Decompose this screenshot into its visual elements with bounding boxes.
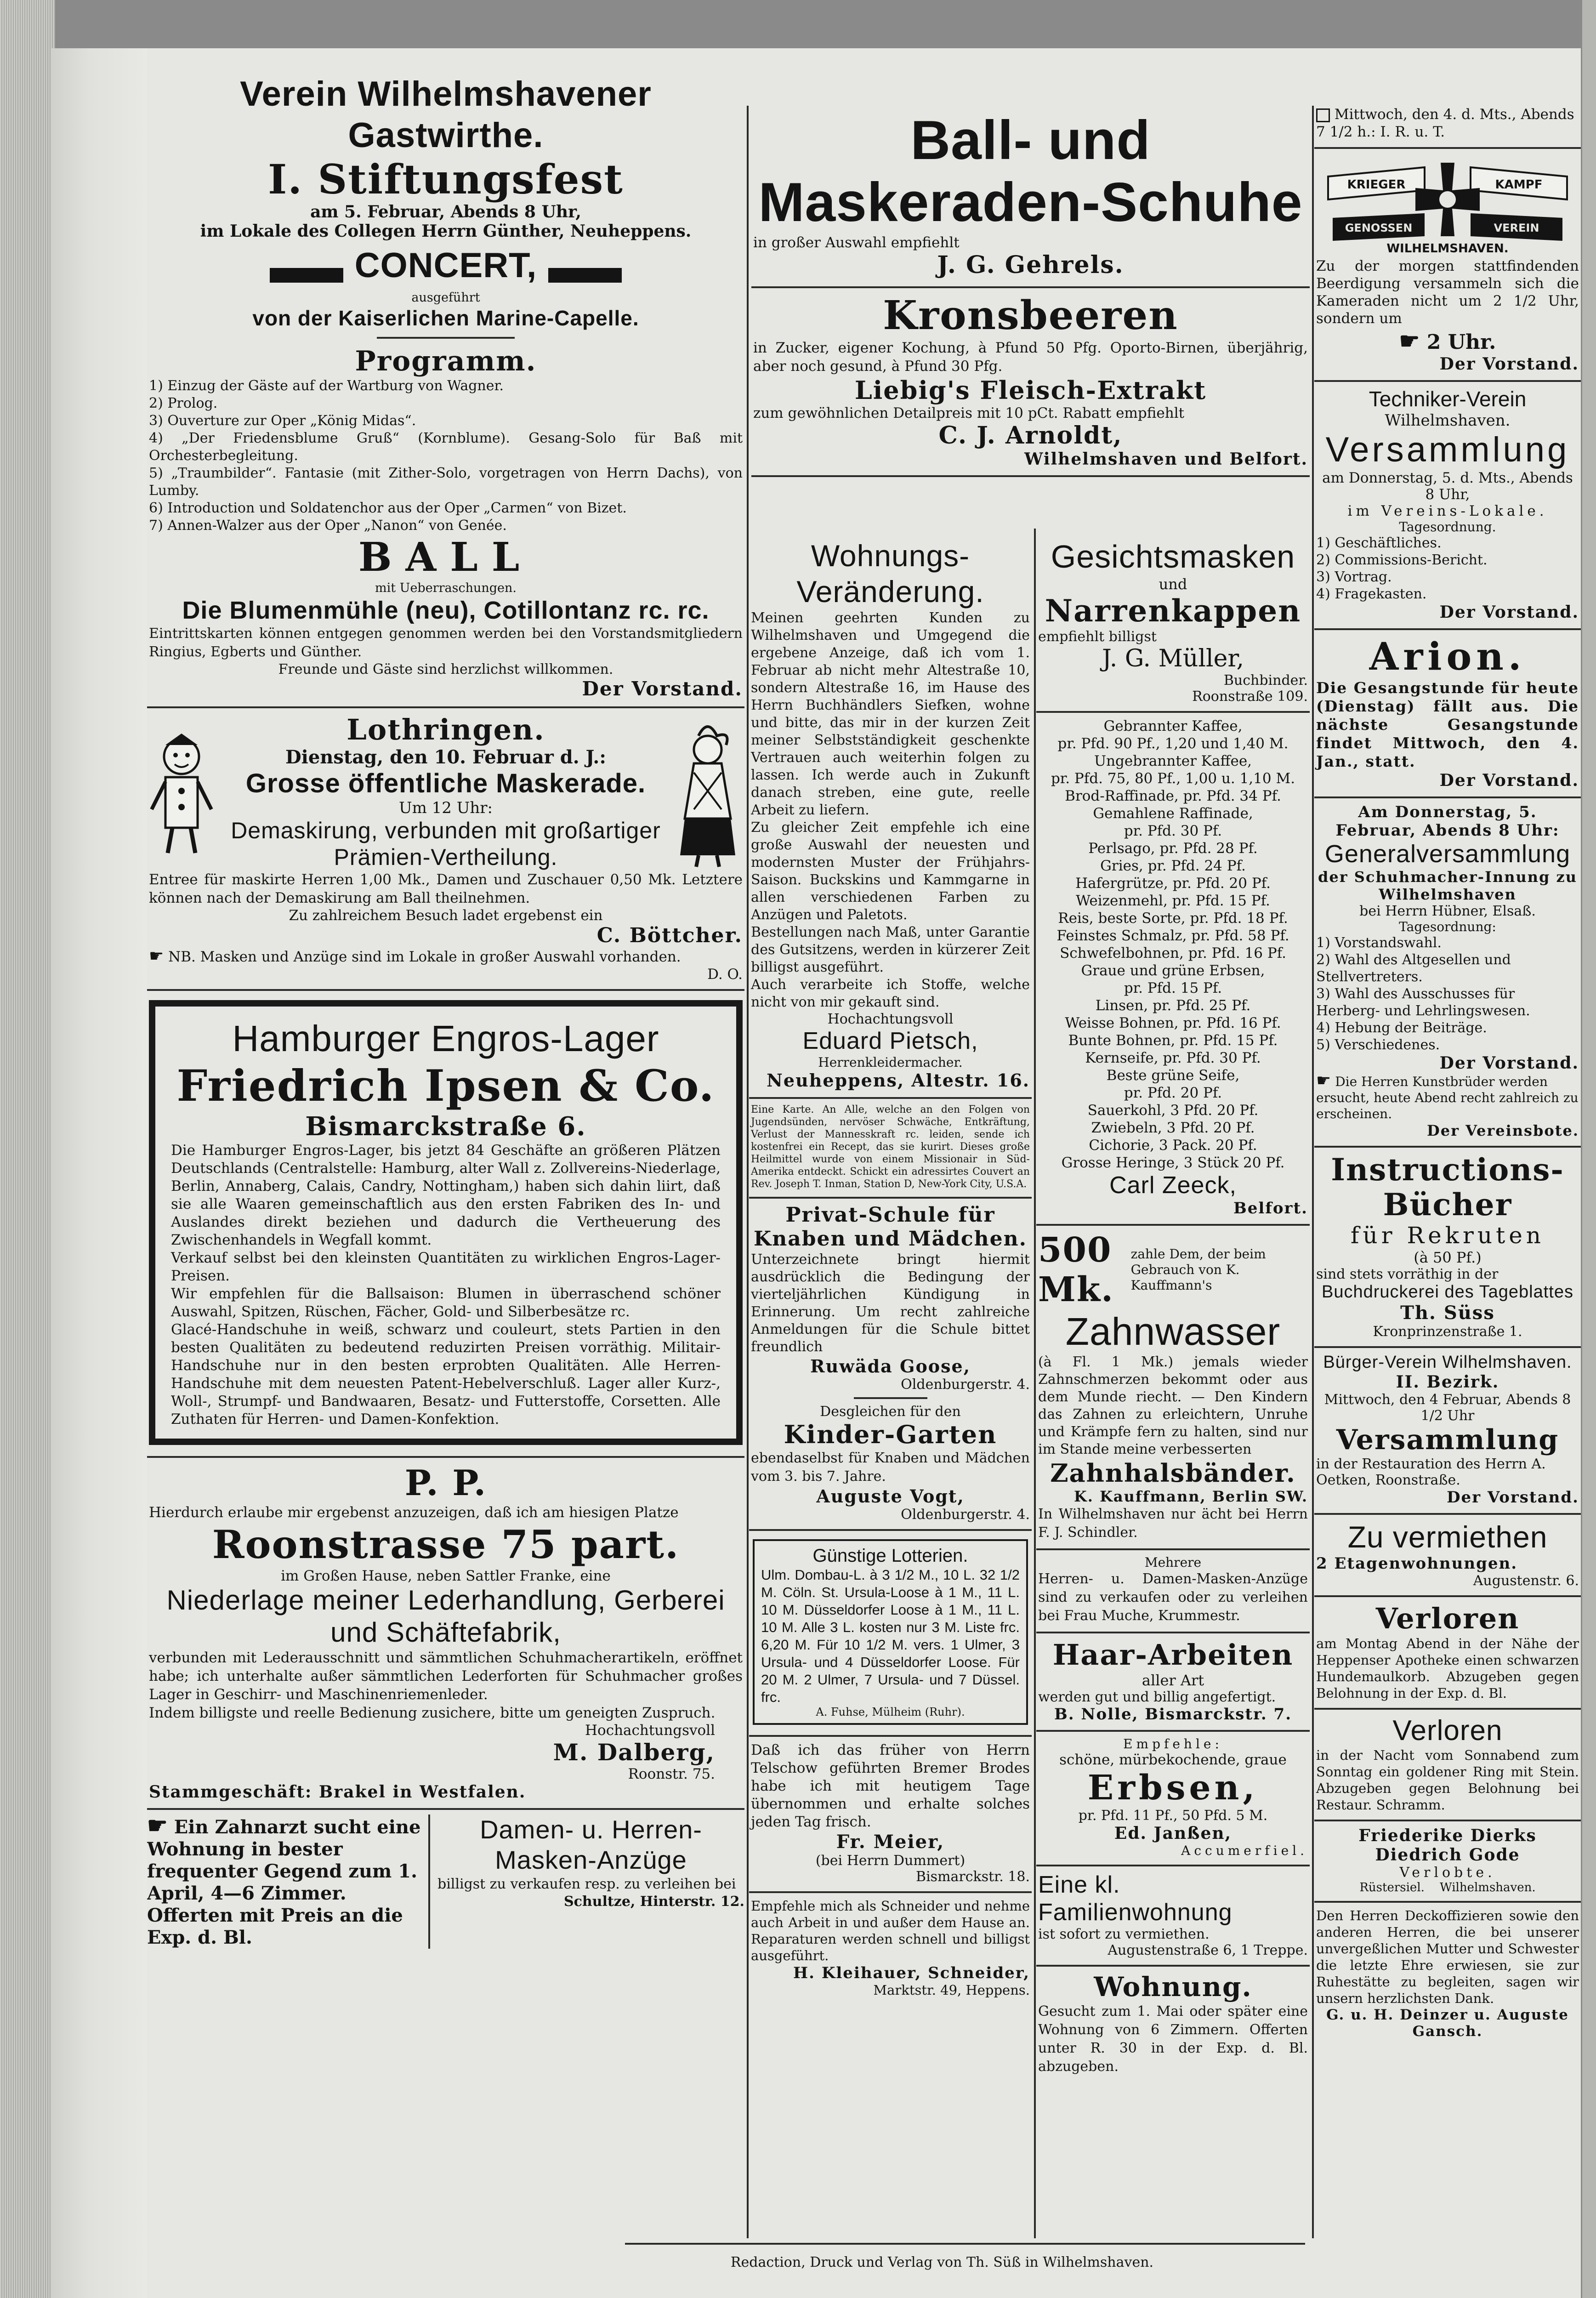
ad-kronsbeeren <box>751 288 1310 477</box>
initials: D. O. <box>707 966 743 983</box>
emblem-text-mid: GENOSSEN <box>1345 222 1413 234</box>
ad-masken-anzuege <box>437 1815 744 1949</box>
profession: Herrenkleidermacher. <box>818 1055 963 1070</box>
event-date: am Donnerstag, 5. d. Mts., Abends 8 Uhr, <box>1322 470 1573 503</box>
column-4 <box>1314 101 1581 2276</box>
label: Verlobte. <box>1399 1865 1496 1881</box>
liebig-text: zum gewöhnlichen Detailpreis mit 10 pCt. Rabatt empfiehlt <box>753 405 1185 421</box>
price-item: pr. Pfd. 75, 80 Pf., 1,00 u. 1,10 M. <box>1051 770 1295 787</box>
price-item: Zwiebeln, 3 Pfd. 20 Pf. <box>1091 1120 1255 1136</box>
ad-text: (à Fl. 1 Mk.) jemals wieder Zahnschmerzen bekommt oder aus dem Munde riecht. — Den Kindern das Zahnen zu erleichtern, Unruhe und Krämpfe fern zu halten, sind nur im Stande meine verbesserten <box>1038 1354 1308 1457</box>
black-bar-right <box>548 268 622 283</box>
name: B. Nolle, Bismarckstr. 7. <box>1054 1705 1292 1724</box>
ad-title: Damen- u. Herren-Masken-Anzüge <box>480 1815 702 1874</box>
text-3: Bestellungen nach Maß, unter Garantie des Gutsitzens, werden in kürzerer Zeit billigst ausgeführt. <box>751 924 1030 975</box>
price-item: pr. Pfd. 30 Pf. <box>1124 823 1222 839</box>
clown-illustration <box>147 731 216 855</box>
agenda-item: 2) Commissions-Bericht. <box>1316 552 1488 568</box>
signature: Der Vorstand. <box>582 677 743 700</box>
address-heading: Roonstrasse 75 part. <box>212 1522 680 1567</box>
ad-techniker <box>1314 382 1581 630</box>
nb-text <box>149 947 743 966</box>
name: M. Dalberg, <box>553 1739 715 1766</box>
emblem-text-mid2: VEREIN <box>1494 222 1539 234</box>
name-1: Friederike Dierks <box>1358 1826 1537 1845</box>
event-date: Am Donnerstag, 5. Februar, Abends 8 Uhr: <box>1335 803 1560 840</box>
price-item: Weizenmehl, pr. Pfd. 15 Pf. <box>1076 893 1270 909</box>
ad-title: Günstige Lotterien. <box>812 1546 968 1566</box>
agenda-item: 1) Vorstandswahl. <box>1316 935 1442 951</box>
price-item: Grosse Heringe, 3 Stück 20 Pf. <box>1061 1155 1285 1171</box>
pointing-hand-icon: ☛ <box>147 1812 168 1839</box>
zahnarzt-text <box>147 1812 423 1949</box>
ad-title: Gesichtsmasken <box>1051 539 1295 574</box>
performed-label: ausgeführt <box>411 290 480 305</box>
ad-text: Gesucht zum 1. Mai oder später eine Wohnung von 6 Zimmern. Offerten unter R. 30 in der Exp. d. Bl. abzugeben. <box>1038 2003 1308 2075</box>
ad-arion <box>1314 630 1581 798</box>
price-item: Graue und grüne Erbsen, <box>1081 962 1265 979</box>
prize-text: Demaskirung, verbunden mit großartiger Prämien-Vertheilung. <box>231 818 661 870</box>
column-rule-1 <box>747 106 749 2238</box>
programm-title: Programm. <box>355 345 537 377</box>
agenda-list <box>1316 934 1579 1053</box>
name: J. G. Müller, <box>1102 645 1244 672</box>
price-item: pr. Pfd. 20 Pf. <box>1124 1085 1222 1101</box>
name-2: Auguste Vogt, <box>816 1486 965 1507</box>
kindergarten-text: ebendaselbst für Knaben und Mädchen vom 3. bis 7. Jahre. <box>751 1450 1030 1485</box>
street: Roonstr. 75. <box>628 1766 715 1782</box>
ad-instructions <box>1314 1148 1581 1348</box>
signature: Der Vorstand. <box>1439 1053 1579 1073</box>
agenda-item: 1) Geschäftliches. <box>1316 535 1442 551</box>
ad-title: Wohnung. <box>1094 1971 1252 2002</box>
guild: der Schuhmacher-Innung zu Wilhelmshaven <box>1318 868 1577 903</box>
ad-vermiethen <box>1314 1515 1581 1597</box>
ad-wohnungswechsel <box>749 533 1032 1099</box>
text-2: Zu gleicher Zeit empfehle ich eine große Auswahl der neuesten und modernsten Muster der Frühjahrs-Saison. Buckskins und Kammgarne in allen verschiedenen Farben zu Anzügen und Paletots. <box>751 819 1030 923</box>
mittwoch-text <box>1316 106 1579 141</box>
ad-masken-muche <box>1036 1550 1310 1633</box>
place: Wilhelmshaven und Belfort. <box>1024 449 1308 469</box>
price-item: Sauerkohl, 3 Pfd. 20 Pf. <box>1087 1102 1259 1119</box>
sub-text: (bei Herrn Dummert) <box>815 1853 966 1869</box>
also-text: Desgleichen für den <box>820 1404 961 1420</box>
programm-item: 2) Prolog. <box>149 395 218 411</box>
name: Carl Zeeck, <box>1109 1172 1237 1199</box>
ad-text: Ulm. Dombau-L. à 3 1/2 M., 10 L. 32 1/2 M. Cöln. St. Ursula-Loose à 1 M., 11 L. 10 M. Düsseldorfer Loose à 1 M., 11 L. 10 M. Alle 3 L. kosten nur 3 M. Liste frc. 6,20 M. Für 10 1/2 M. vers. 1 Ulmer, 3 Ursula- und 4 Düsseldorfer Loose. Für 20 M. 2 Ulmer, 7 Ursula- und 7 Düssel. frc. <box>761 1567 1020 1705</box>
und-label: und <box>1159 575 1187 593</box>
signature: Der Vorstand. <box>1439 354 1579 374</box>
ad-hamburger-engros <box>147 991 744 1458</box>
narren-heading: Narrenkappen <box>1045 593 1301 629</box>
ad-title: P. P. <box>404 1462 487 1503</box>
signature: Der Vorstand. <box>1439 603 1579 622</box>
niederlage-heading: Niederlage meiner Lederhandlung, Gerberei und Schäftefabrik, <box>166 1585 725 1648</box>
event-date: am 5. Februar, Abends 8 Uhr, <box>310 202 581 222</box>
divider <box>377 337 515 339</box>
programm-item: 5) „Traumbilder“. Fantasie (mit Zither-Solo, vorgetragen von Herrn Dachs), von Lumby. <box>149 465 743 499</box>
name: A. Fuhse, Mülheim (Ruhr). <box>816 1706 965 1718</box>
lotterien-box <box>753 1539 1028 1725</box>
pointing-hand-icon: ☛ <box>1399 327 1420 354</box>
location: in der Restauration des Herrn A. Oetken, Roonstraße. <box>1316 1456 1546 1488</box>
ball-heading: BALL <box>358 534 534 580</box>
harlequin-illustration <box>671 717 744 869</box>
ad-eine-karte <box>749 1099 1032 1199</box>
agenda-item: 2) Wahl des Altgesellen und Stellvertreters. <box>1316 952 1511 985</box>
versammlung-heading: Versammlung <box>1325 430 1570 469</box>
ad-zahnarzt <box>147 1812 430 1949</box>
ad-text: Herren- u. Damen-Masken-Anzüge sind zu verkaufen oder zu verleihen bei Frau Muche, Krummestr. <box>1038 1571 1308 1624</box>
press: Buchdruckerei des Tageblattes <box>1322 1282 1573 1302</box>
kindergarten-heading: Kinder-Garten <box>784 1420 997 1449</box>
programm-item: 1) Einzug der Gäste auf der Wartburg von Wagner. <box>149 378 504 394</box>
price-item: Beste grüne Seife, <box>1106 1067 1240 1084</box>
ad-text: Unterzeichnete bringt hiermit ausdrücklich die Bedingung der vierteljährlichen Kündigung in Erinnerung. Um recht zahlreiche Anmeldungen für die Schule bittet freundlich <box>751 1251 1030 1355</box>
ad-pp-dalberg <box>147 1458 744 1810</box>
several-label: Mehrere <box>1144 1555 1202 1570</box>
agenda-item: 3) Vortrag. <box>1316 569 1392 585</box>
ad-gesichtsmasken <box>1036 533 1310 713</box>
ad-text: billigst zu verkaufen resp. zu verleihen bei <box>437 1876 736 1892</box>
address: Augustenstr. 6. <box>1473 1573 1579 1589</box>
footer-rule <box>625 2243 1305 2245</box>
ad-verloren-2 <box>1314 1710 1581 1821</box>
address-2: Oldenburgerstr. 4. <box>901 1507 1030 1523</box>
price-item: Schwefelbohnen, pr. Pfd. 16 Pf. <box>1060 945 1286 961</box>
ad-text: Zu der morgen stattfindenden Beerdigung versammeln sich die Kameraden nicht um 2 1/2 Uhr, sondern um <box>1316 258 1579 327</box>
time-label: 2 Uhr. <box>1426 330 1496 354</box>
price-item: Brod-Raffinade, pr. Pfd. 34 Pf. <box>1065 788 1281 804</box>
names: G. u. H. Deinzer u. Auguste Gansch. <box>1326 2007 1569 2040</box>
address: Roonstraße 109. <box>1192 688 1308 705</box>
tickets-text: Eintrittskarten können entgegen genommen werden bei den Vorstandsmitgliedern Ringius, Egberts und Günther. <box>149 626 743 660</box>
right-edge-shadow <box>1582 0 1596 2298</box>
ad-text: empfiehlt billigst <box>1038 629 1157 645</box>
price-item: Perlsago, pr. Pfd. 28 Pf. <box>1088 840 1258 857</box>
agenda-item: 3) Wahl des Ausschusses für Herberg- und Lehrlingswesen. <box>1316 986 1530 1019</box>
ad-schneider <box>749 1893 1032 2004</box>
pointing-hand-icon: ☛ <box>1316 1071 1331 1090</box>
versammlung-heading: Versammlung <box>1336 1424 1559 1456</box>
column-2 <box>749 533 1032 2276</box>
band-name: von der Kaiserlichen Marine-Capelle. <box>252 306 639 330</box>
line-3: Bismarckstraße 6. <box>305 1111 586 1142</box>
book-edge <box>0 0 55 2298</box>
programm-item: 7) Annen-Walzer aus der Oper „Nanon“ von Genée. <box>149 518 507 534</box>
emblem-text-bottom: WILHELMSHAVEN. <box>1386 242 1509 255</box>
signature: Der Vorstand. <box>1447 1488 1579 1507</box>
stamm-text: Stammgeschäft: Brakel in Westfalen. <box>149 1782 526 1802</box>
ad-schuhe <box>751 106 1310 288</box>
ad-text: schöne, mürbekochende, graue <box>1059 1752 1287 1768</box>
text-4: Auch verarbeite ich Stoffe, welche nicht von mir gekauft sind. <box>751 977 1030 1010</box>
ad-text: sind stets vorräthig in der <box>1316 1266 1499 1282</box>
location: im Vereins-Lokale. <box>1347 503 1548 519</box>
note-text <box>1316 1073 1579 1122</box>
text-1: Meinen geehrten Kunden zu Wilhelmshaven und Umgegend die ergebene Anzeige, daß ich vom 1. Februar ab nicht mehr Altestraße 10, sondern Altestraße 16, im Hause des Herrn Buchhändlers Siefken, wohne und bitte, das mir in der kurzen Zeit meiner Selbstständigkeit geschenkte Vertrauen auch weiterhin folgen zu lassen. Ich werde auch in Zukunft danach streben, eine gute, reelle Arbeit zu liefern. <box>751 610 1030 818</box>
agenda-title: Tagesordnung: <box>1399 919 1496 934</box>
column-rule-2 <box>1034 529 1036 2238</box>
place: Wilhelmshaven. <box>1385 411 1511 430</box>
places: Rüstersiel. Wilhelmshaven. <box>1359 1881 1536 1894</box>
ad-zeeck <box>1036 713 1310 1226</box>
ad-erbsen <box>1036 1732 1310 1866</box>
address: Oldenburgerstr. 4. <box>901 1377 1030 1393</box>
text-1: Die Hamburger Engros-Lager, bis jetzt 84 Geschäfte an größeren Plätzen Deutschlands (Centralstelle: Hamburg, alter Wall z. Zollvereins-Niederlage, Berlin, Annaberg, Calais, Candry, Nottingham,) haben sich dahin liirt, daß sie alle Waaren gemeinschaftlich aus den ersten Fabriken des In- und Auslandes direkt beziehen und dadurch die Vertheuerung des Zwischenhandels in Wegfall kommt. <box>171 1142 721 1248</box>
ad-text: Die Gesangstunde für heute (Dienstag) fällt aus. Die nächste Gesangstunde findet Mittwoch, den 4. Jan., statt. <box>1316 679 1579 770</box>
line-1: Hamburger Engros-Lager <box>232 1018 659 1059</box>
ad-kriegerverein <box>1314 149 1581 382</box>
ad-text: werden gut und billig angefertigt. <box>1038 1689 1276 1705</box>
ad-mittwoch <box>1314 101 1581 149</box>
price-item: Reis, beste Sorte, pr. Pfd. 18 Pf. <box>1058 910 1288 927</box>
place: Belfort. <box>1233 1199 1308 1217</box>
sub-title: aller Art <box>1142 1672 1204 1689</box>
event-date: Dienstag, den 10. Februar d. J.: <box>285 746 607 768</box>
event-name: Grosse öffentliche Maskerade. <box>245 768 646 798</box>
bote-signature: Der Vereinsbote. <box>1426 1122 1579 1139</box>
ad-gastwirthe <box>147 69 744 708</box>
ad-title: Zahnwasser <box>1065 1310 1281 1353</box>
programm-item: 4) „Der Friedensblume Gruß“ (Kornblume). Gesang-Solo für Baß mit Orchesterbegleitung. <box>149 430 743 464</box>
emblem-text-top: KRIEGER <box>1347 178 1406 192</box>
price-item: Linsen, pr. Pfd. 25 Pf. <box>1095 997 1251 1014</box>
name: Fr. Meier, <box>836 1831 945 1853</box>
ad-title: Instructions-Bücher <box>1331 1152 1564 1223</box>
ad-text: in Zucker, eigener Kochung, à Pfund 50 Pfg. Oporto-Birnen, überjährig, aber noch gesund, à Pfund 30 Pfg. <box>753 340 1308 375</box>
name-2: Diedrich Gode <box>1375 1845 1520 1865</box>
location: Accumerfiel. <box>1181 1843 1308 1858</box>
zahnarzt-label: Ein Zahnarzt sucht eine Wohnung in bester frequenter Gegend zum 1. April, 4—6 Zimmer. Offerten mit Preis an die Exp. d. Bl. <box>147 1816 421 1948</box>
hamburger-box <box>149 1000 743 1445</box>
ad-bremer-brod <box>749 1737 1032 1893</box>
agenda-item: 4) Fragekasten. <box>1316 586 1427 602</box>
ad-lotterien <box>749 1531 1032 1737</box>
regards: Hochachtungsvoll <box>827 1011 954 1027</box>
note-label: Die Herren Kunstbrüder werden ersucht, heute Abend recht zahlreich zu erscheinen. <box>1316 1074 1579 1121</box>
ad-title: I. Stiftungsfest <box>268 155 624 203</box>
programm-item: 6) Introduction und Soldatenchor aus der Oper „Carmen“ von Bizet. <box>149 500 627 516</box>
name: Eduard Pietsch, <box>802 1028 978 1054</box>
agenda-list <box>1316 535 1579 603</box>
address: Bismarckstr. 18. <box>916 1869 1030 1885</box>
price-item: Ungebrannter Kaffee, <box>1094 753 1252 769</box>
ad-title: Haar-Arbeiten <box>1052 1638 1294 1672</box>
welcome-text: Freunde und Gäste sind herzlichst willkommen. <box>278 661 613 677</box>
price-item: Cichorie, 3 Pack. 20 Pf. <box>1089 1137 1257 1154</box>
price: pr. Pfd. 11 Pf., 50 Pfd. 5 M. <box>1078 1808 1268 1824</box>
ad-text: Den Herren Deckoffizieren sowie den anderen Herren, die bei unserer unvergeßlichen Mutter und Schwester die letzte Ehre erwiesen, sie zur Ruhestätte zu begleiten, sagen wir unsern herzlichsten Dank. <box>1316 1908 1579 2006</box>
price: 500 Mk. <box>1038 1230 1114 1309</box>
price-item: Gemahlene Raffinade, <box>1093 805 1253 822</box>
signature: C. Böttcher. <box>596 924 743 947</box>
ad-heading: Verein Wilhelmshavener Gastwirthe. <box>240 74 652 155</box>
line-2: Maskeraden-Schuhe <box>758 171 1303 233</box>
programm-item: 3) Ouverture zur Oper „König Midas“. <box>149 413 416 429</box>
ad-dank <box>1314 1903 1581 2046</box>
name: C. J. Arnoldt, <box>938 421 1123 449</box>
recommends-label: Empfehle: <box>1123 1736 1223 1752</box>
ad-zahnwasser <box>1036 1226 1310 1550</box>
text-3: Wir empfehlen für die Ballsaison: Blumen in überraschend schöner Auswahl, Spitzen, Rüschen, Fächer, Gold- und Silberbesätze rc. <box>171 1286 721 1320</box>
ad-title: Kronsbeeren <box>883 292 1178 339</box>
text-2: Verkauf selbst bei den kleinsten Quantitäten zu wirklichen Engros-Lager-Preisen. <box>171 1250 721 1284</box>
local-text: In Wilhelmshaven nur ächt bei Herrn F. J. Schindler. <box>1038 1506 1308 1541</box>
text-4: Glacé-Handschuhe in weiß, schwarz und couleurt, stets Partien in den besten Qualitäten zu bedeutend reduzirten Preisen vorräthig. Militair-Handschuhe nur in den besten erprobten Qualitäten. Alle Herren-Handschuhe mit dem neuesten Patent-Hebelverschluß. Lager aller Kurz-, Woll-, Strumpf- und Bandwaaren, Besatz- und Futterstoffe, Corsetten. Alle Zuthaten für Herren- und Damen-Konfektion. <box>171 1321 721 1428</box>
span-top <box>751 106 1310 477</box>
ad-text: 2 Etagenwohnungen. <box>1316 1554 1518 1573</box>
column-rule-3 <box>1312 106 1314 2238</box>
ad-title: Techniker-Verein <box>1369 387 1527 411</box>
price-item: Kernseife, pr. Pfd. 30 Pf. <box>1085 1050 1261 1066</box>
ad-title: Lothringen. <box>346 713 545 746</box>
intro-text: Hierdurch erlaube mir ergebenst anzuzeigen, daß ich am hiesigen Platze <box>149 1504 679 1521</box>
invite-text: Zu zahlreichem Besuch ladet ergebenst ein <box>289 907 603 924</box>
programm-list <box>149 377 743 535</box>
name: Ruwäda Goose, <box>810 1356 971 1377</box>
name: Ed. Janßen, <box>1114 1824 1232 1843</box>
ad-text: verbunden mit Lederausschnitt und sämmtlichen Schuhmacherartikeln, eröffnet habe; ich unterhalte außer sämmtlichen Lederforten für Schuhmacher großes Lager in Geschirr- und Maschinenriemenleder. <box>149 1650 743 1703</box>
nb-label: NB. Masken und Anzüge sind im Lokale in großer Auswahl vorhanden. <box>168 949 681 965</box>
time-line <box>1316 327 1579 354</box>
ad-haar <box>1036 1633 1310 1732</box>
agenda-title: Tagesordnung. <box>1399 519 1496 535</box>
agenda-item: 4) Hebung der Beiträge. <box>1316 1020 1487 1036</box>
black-bar-left <box>270 268 343 283</box>
ad-text: Daß ich das früher von Herrn Telschow geführten Bremer Brodes habe ich mit heutigem Tage übernommen und erhalte solches jeden Tag frisch. <box>751 1742 1030 1830</box>
ad-familienwohnung <box>1036 1866 1310 1967</box>
ad-title: Privat-Schule für Knaben und Mädchen. <box>754 1203 1027 1251</box>
ad-text: Eine Karte. An Alle, welche an den Folgen von Jugendsünden, nervöser Schwäche, Entkräftung, Verlust der Mannesskraft rc. leiden, sende ich kostenfrei ein Recept, das sie kurirt. Dieses große Heilmittel wurde von einem Missionair in Süd-Amerika entdeckt. Schickt ein adressirtes Couvert an Rev. Joseph T. Inman, Station D, New-York City, U.S.A. <box>751 1104 1030 1190</box>
price-item: pr. Pfd. 90 Pf., 1,20 und 1,40 M. <box>1057 735 1289 752</box>
ad-title: Erbsen, <box>1087 1768 1259 1808</box>
for-text: für Rekruten <box>1350 1222 1545 1249</box>
square-icon <box>1316 108 1330 122</box>
entry-text: Entree für maskirte Herren 1,00 Mk., Damen und Zuschauer 0,50 Mk. Letztere können nach der Demaskirung am Ball theilnehmen. <box>149 871 743 906</box>
divider <box>854 1397 927 1399</box>
ad-schuhmacher <box>1314 798 1581 1148</box>
host: bei Herrn Hübner, Elsaß. <box>1359 903 1536 919</box>
price-item: Hafergrütze, pr. Pfd. 20 Pf. <box>1075 875 1271 892</box>
address: Neuheppens, Altestr. 16. <box>767 1070 1030 1091</box>
krieger-verein-emblem <box>1323 158 1572 255</box>
name: Th. Süss <box>1400 1302 1495 1324</box>
address: Augustenstraße 6, 1 Treppe. <box>1108 1942 1308 1958</box>
ad-title: Verloren <box>1375 1602 1520 1635</box>
line-1: Ball- und <box>910 109 1151 171</box>
price-item: Weisse Bohnen, pr. Pfd. 16 Pf. <box>1065 1015 1281 1031</box>
price-item: Feinstes Schmalz, pr. Pfd. 58 Pf. <box>1056 927 1289 944</box>
ad-privatschule <box>749 1199 1032 1531</box>
name: H. Kleihauer, Schneider, <box>793 1964 1030 1982</box>
price-item: Gebrannter Kaffee, <box>1103 718 1243 734</box>
ad-verlobte <box>1314 1821 1581 1903</box>
surprise-label: mit Ueberraschungen. <box>375 581 517 595</box>
price-item: Bunte Bohnen, pr. Pfd. 15 Pf. <box>1068 1032 1278 1049</box>
promise-text: Indem billigste und reelle Bedienung zusichere, bitte um geneigten Zuspruch. <box>149 1705 716 1721</box>
ad-title: Wohnungs-Veränderung. <box>796 539 984 609</box>
ad-title: Verloren <box>1392 1715 1503 1746</box>
profession: Buchbinder. <box>1223 672 1308 688</box>
address: Kronprinzenstraße 1. <box>1373 1324 1522 1340</box>
ad-text: ist sofort zu vermiethen. <box>1038 1926 1210 1942</box>
event-date: Mittwoch, den 4 Februar, Abends 8 1/2 Uhr <box>1324 1392 1571 1424</box>
mittwoch-label: Mittwoch, den 4. d. Mts., Abends 7 1/2 h.: I. R. u. T. <box>1316 106 1574 140</box>
column-1 <box>147 69 744 2276</box>
house-text: im Großen Hause, neben Sattler Franke, eine <box>281 1568 611 1584</box>
ad-lothringen <box>147 708 744 991</box>
price-item: Gries, pr. Pfd. 24 Pf. <box>1100 858 1246 874</box>
ad-buergerverein <box>1314 1348 1581 1515</box>
maker: K. Kauffmann, Berlin SW. <box>1073 1488 1308 1505</box>
liebig-heading: Liebig's Fleisch-Extrakt <box>854 375 1207 405</box>
imprint-footer: Redaction, Druck und Verlag von Th. Süß in Wilhelmshaven. <box>730 2254 1154 2270</box>
ad-title: Generalversammlung <box>1324 840 1571 868</box>
ad-verloren-1 <box>1314 1597 1581 1710</box>
ad-title: Eine kl. Familienwohnung <box>1038 1871 1232 1926</box>
price-item: pr. Pfd. 15 Pf. <box>1124 980 1222 996</box>
ad-title: Zu vermiethen <box>1347 1520 1548 1554</box>
column-3 <box>1036 533 1310 2276</box>
address: Marktstr. 49, Heppens. <box>873 1982 1030 1998</box>
price-list <box>1038 717 1308 1172</box>
blumenmuehle: Die Blumenmühle (neu), Cotillontanz rc. rc. <box>182 597 710 624</box>
pointing-hand-icon: ☛ <box>149 947 164 966</box>
ad-title: Bürger-Verein Wilhelmshaven. <box>1323 1353 1572 1372</box>
ad-text: in der Nacht vom Sonnabend zum Sonntag ein goldener Ring mit Stein. Abzugeben gegen Belohnung bei Restaur. Schramm. <box>1316 1747 1579 1813</box>
ad-text: Empfehle mich als Schneider und nehme auch Arbeit in und außer dem Hause an. Reparaturen werden schnell und billigst ausgeführt. <box>751 1898 1030 1963</box>
name: Schultze, Hinterstr. 12. <box>563 1894 744 1910</box>
event-time: Um 12 Uhr: <box>398 799 493 817</box>
agenda-item: 5) Verschiedenes. <box>1316 1037 1440 1053</box>
ad-text: in großer Auswahl empfiehlt <box>753 234 960 251</box>
ad-text: am Montag Abend in der Nähe der Heppenser Apotheke einen schwarzen Hundemaulkorb. Abzugeben gegen Belohnung in der Exp. d. Bl. <box>1316 1636 1579 1701</box>
regards: Hochachtungsvoll <box>585 1722 715 1739</box>
ad-wohnung <box>1036 1967 1310 2082</box>
ad-title: Arion. <box>1369 635 1526 679</box>
event-place: im Lokale des Collegen Herrn Günther, Neuheppens. <box>200 222 692 241</box>
page-gutter <box>51 48 147 2298</box>
emblem-text-top2: KAMPF <box>1495 178 1543 192</box>
price: (à 50 Pf.) <box>1414 1249 1482 1266</box>
bottom-row <box>147 1810 744 1949</box>
baender-heading: Zahnhalsbänder. <box>1050 1458 1296 1488</box>
name: J. G. Gehrels. <box>937 251 1124 279</box>
signature: Der Vorstand. <box>1439 771 1579 790</box>
price-text: zahle Dem, der beim Gebrauch von K. Kauffmann's <box>1130 1246 1266 1293</box>
sub-title: II. Bezirk. <box>1396 1372 1499 1392</box>
line-2: Friedrich Ipsen & Co. <box>176 1061 715 1111</box>
concert-heading: CONCERT, <box>354 246 537 285</box>
